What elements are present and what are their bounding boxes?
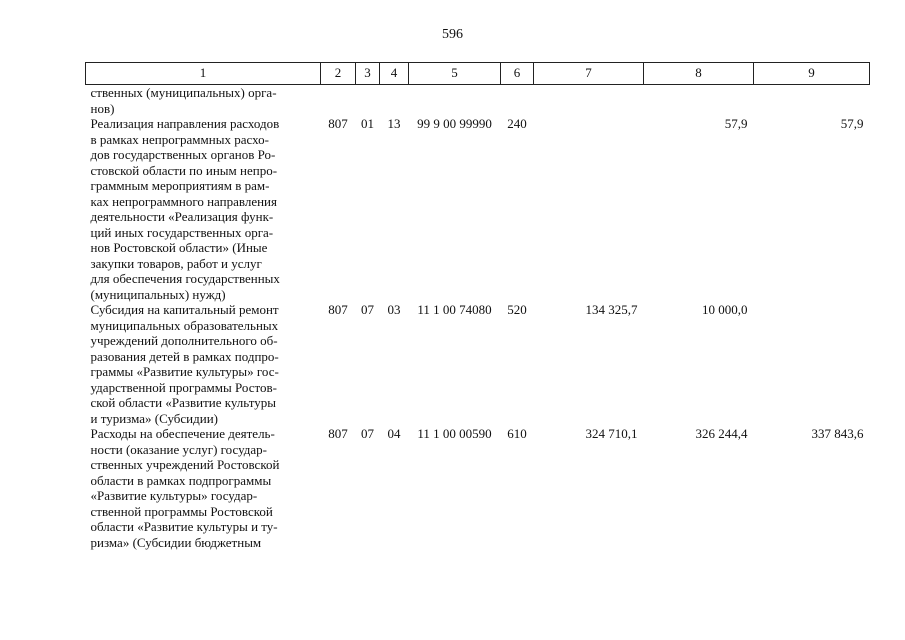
description-line: и туризма» (Субсидии) bbox=[90, 410, 218, 426]
cell-amount-col8: 57,9 bbox=[724, 116, 748, 131]
cell-amount-col8: 326 244,4 bbox=[695, 426, 748, 441]
cell-section: 07 bbox=[361, 302, 374, 317]
header-row bbox=[86, 63, 870, 85]
description-line: ственной программы Ростовской bbox=[90, 503, 273, 519]
table-row bbox=[86, 85, 870, 117]
header-col-5: 5 bbox=[409, 63, 501, 85]
description-line: нов Ростовской области» (Иные bbox=[90, 240, 268, 255]
description-line: деятельности «Реализация функ- bbox=[90, 209, 274, 224]
cell-subsection: 03 bbox=[387, 302, 401, 317]
description-line: разования детей в рамках подпро- bbox=[90, 348, 279, 364]
cell-amount-col9 bbox=[754, 85, 870, 117]
cell-expense-type bbox=[501, 85, 534, 117]
description-line: ций иных государственных орга- bbox=[90, 224, 274, 240]
cell-amount-col7 bbox=[534, 85, 644, 117]
cell-ministry-code: 807 bbox=[328, 302, 348, 317]
description-line: нов) bbox=[90, 100, 115, 116]
row-description bbox=[86, 302, 321, 426]
cell-ministry-code: 807 bbox=[328, 426, 348, 441]
description-line: ударственной программы Ростов- bbox=[90, 379, 277, 395]
cell-amount-col9: 57,9 bbox=[840, 116, 864, 131]
description-line: «Развитие культуры» государ- bbox=[90, 488, 258, 503]
description-line: ках непрограммного направления bbox=[90, 193, 277, 209]
description-line: ственных учреждений Ростовской bbox=[90, 457, 280, 472]
row-description bbox=[86, 85, 321, 117]
description-line: в рамках непрограммных расхо- bbox=[90, 131, 269, 147]
cell-amount-col8: 10 000,0 bbox=[702, 302, 748, 317]
page-number: 596 bbox=[442, 27, 463, 42]
table-row bbox=[86, 426, 870, 550]
table-row bbox=[86, 302, 870, 426]
cell-section bbox=[356, 85, 380, 117]
table-body bbox=[86, 85, 870, 551]
description-line: для обеспечения государственных bbox=[90, 271, 280, 286]
description-line: Реализация направления расходов bbox=[90, 116, 280, 131]
header-col-7: 7 bbox=[534, 63, 644, 85]
description-line: граммным мероприятиям в рам- bbox=[90, 178, 270, 193]
cell-subsection: 13 bbox=[387, 116, 401, 131]
header-col-3: 3 bbox=[356, 63, 380, 85]
description-line: области «Развитие культуры и ту- bbox=[90, 519, 278, 534]
description-line: ризма» (Субсидии бюджетным bbox=[90, 534, 262, 550]
cell-expense-type: 610 bbox=[507, 426, 527, 441]
description-line: ственных (муниципальных) орга- bbox=[90, 85, 277, 100]
description-line: области в рамках подпрограммы bbox=[90, 472, 272, 488]
cell-target-article bbox=[409, 85, 501, 117]
cell-ministry-code bbox=[321, 85, 356, 117]
cell-expense-type: 240 bbox=[507, 116, 527, 131]
cell-amount-col8 bbox=[644, 85, 754, 117]
description-line: Расходы на обеспечение деятель- bbox=[90, 426, 275, 441]
description-line: муниципальных образовательных bbox=[90, 317, 279, 333]
cell-amount-col7 bbox=[534, 116, 644, 302]
cell-amount-col9: 337 843,6 bbox=[811, 426, 864, 441]
table-row bbox=[86, 116, 870, 302]
cell-subsection: 04 bbox=[387, 426, 401, 441]
cell-ministry-code: 807 bbox=[328, 116, 348, 131]
header-col-2: 2 bbox=[321, 63, 356, 85]
budget-table bbox=[85, 62, 870, 550]
cell-target-article: 99 9 00 99990 bbox=[417, 116, 492, 131]
cell-section: 01 bbox=[361, 116, 374, 131]
description-line: ской области «Развитие культуры bbox=[90, 395, 276, 410]
cell-amount-col7: 134 325,7 bbox=[585, 302, 638, 317]
table-header bbox=[86, 63, 870, 85]
cell-expense-type: 520 bbox=[507, 302, 527, 317]
description-line: закупки товаров, работ и услуг bbox=[90, 255, 262, 271]
header-col-9: 9 bbox=[754, 63, 870, 85]
cell-target-article: 11 1 00 00590 bbox=[417, 426, 492, 441]
cell-amount-col9 bbox=[754, 302, 870, 426]
cell-target-article: 11 1 00 74080 bbox=[417, 302, 492, 317]
row-description bbox=[86, 426, 321, 550]
cell-amount-col7: 324 710,1 bbox=[585, 426, 638, 441]
cell-section: 07 bbox=[361, 426, 374, 441]
cell-subsection bbox=[380, 85, 409, 117]
description-line: ности (оказание услуг) государ- bbox=[90, 441, 267, 457]
header-col-1: 1 bbox=[86, 63, 321, 85]
description-line: Субсидия на капитальный ремонт bbox=[90, 302, 279, 317]
description-line: учреждений дополнительного об- bbox=[90, 333, 278, 348]
header-col-4: 4 bbox=[380, 63, 409, 85]
description-line: стовской области по иным непро- bbox=[90, 162, 278, 178]
description-line: дов государственных органов Ро- bbox=[90, 147, 276, 162]
row-description bbox=[86, 116, 321, 302]
header-col-8: 8 bbox=[644, 63, 754, 85]
header-col-6: 6 bbox=[501, 63, 534, 85]
description-line: (муниципальных) нужд) bbox=[90, 286, 226, 302]
description-line: граммы «Развитие культуры» гос- bbox=[90, 364, 279, 379]
